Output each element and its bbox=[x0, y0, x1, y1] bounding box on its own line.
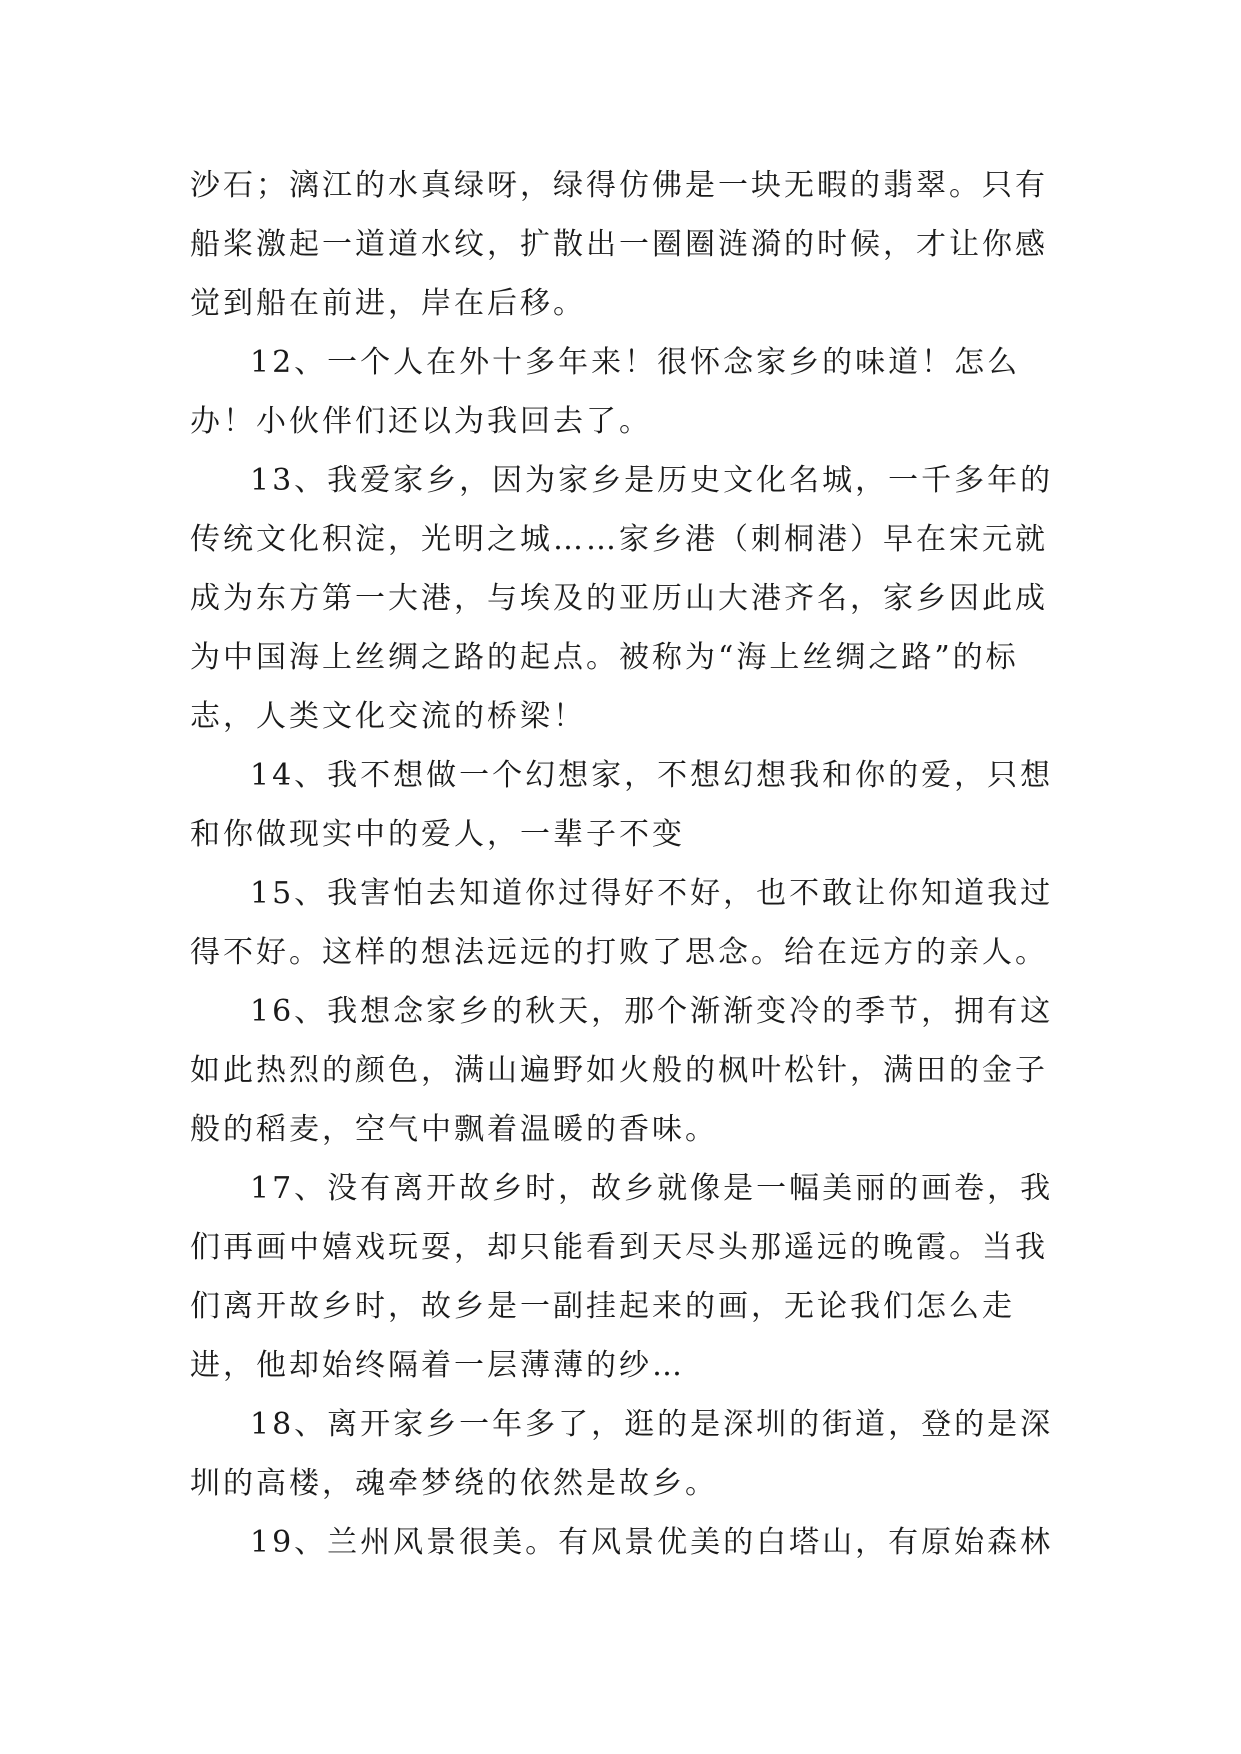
paragraph-item-12: 12、一个人在外十多年来！很怀念家乡的味道！怎么办！小伙伴们还以为我回去了。 bbox=[190, 345, 1021, 439]
paragraph-continuation: 沙石；漓江的水真绿呀，绿得仿佛是一块无暇的翡翠。只有船桨激起一道道水纹，扩散出一圈圈涟漪的时候，才让你感觉到船在前进，岸在后移。 bbox=[190, 168, 1048, 321]
paragraph-item-14: 14、我不想做一个幻想家，不想幻想我和你的爱，只想和你做现实中的爱人，一辈子不变 bbox=[190, 758, 1054, 852]
paragraph-item-15: 15、我害怕去知道你过得好不好，也不敢让你知道我过得不好。这样的想法远远的打败了思念。给在远方的亲人。 bbox=[190, 876, 1054, 970]
document-body bbox=[190, 156, 1065, 1572]
paragraph-item-16: 16、我想念家乡的秋天，那个渐渐变冷的季节，拥有这如此热烈的颜色，满山遍野如火般的枫叶松针，满田的金子般的稻麦，空气中飘着温暖的香味。 bbox=[190, 994, 1054, 1147]
paragraph-item-17: 17、没有离开故乡时，故乡就像是一幅美丽的画卷，我们再画中嬉戏玩耍，却只能看到天尽头那遥远的晚霞。当我们离开故乡时，故乡是一副挂起来的画，无论我们怎么走进，他却始终隔着一层薄薄的纱… bbox=[190, 1171, 1054, 1383]
paragraph-item-13: 13、我爱家乡，因为家乡是历史文化名城，一千多年的传统文化积淀，光明之城……家乡港（刺桐港）早在宋元就成为东方第一大港，与埃及的亚历山大港齐名，家乡因此成为中国海上丝绸之路的起点。被称为“海上丝绸之路”的标志，人类文化交流的桥梁！ bbox=[190, 463, 1054, 734]
paragraph-item-18: 18、离开家乡一年多了，逛的是深圳的街道，登的是深圳的高楼，魂牵梦绕的依然是故乡。 bbox=[190, 1407, 1054, 1501]
paragraph-item-19: 19、兰州风景很美。有风景优美的白塔山，有原始森林 bbox=[250, 1525, 1054, 1560]
